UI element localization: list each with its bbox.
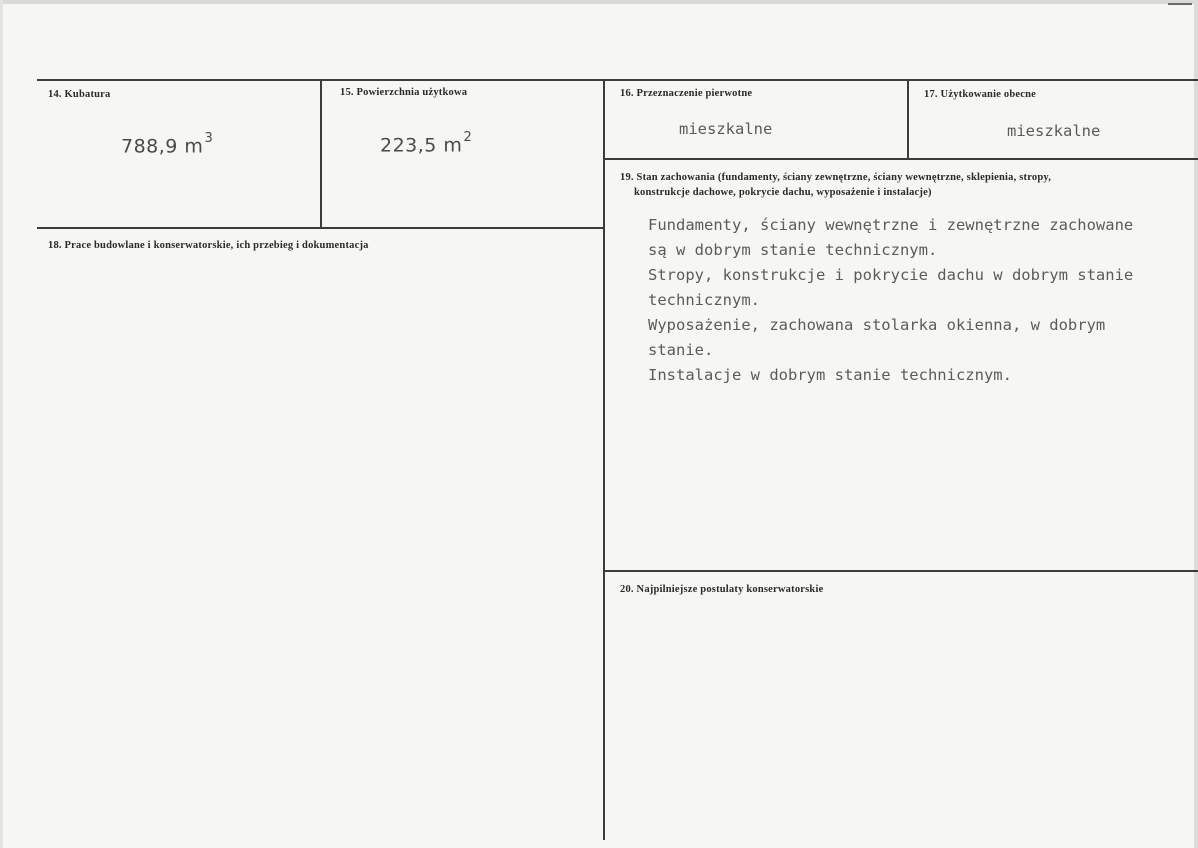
grid-divider-left-right (603, 79, 605, 840)
field-16-label: 16. Przeznaczenie pierwotne (620, 88, 753, 99)
field-19-line: Wyposażenie, zachowana stolarka okienna, w dobrym (648, 316, 1106, 334)
field-17-label: 17. Użytkowanie obecne (924, 89, 1037, 100)
field-18-label: 18. Prace budowlane i konserwatorskie, ich przebieg i dokumentacja (48, 240, 369, 251)
field-19-text (648, 213, 1133, 388)
card-right-edge (1194, 0, 1198, 848)
field-14-label: 14. Kubatura (48, 89, 111, 100)
field-19-line: Instalacje w dobrym stanie technicznym. (648, 366, 1012, 384)
field-15-label: 15. Powierzchnia użytkowa (340, 87, 468, 98)
field-19-label-line-2: konstrukcje dachowe, pokrycie dachu, wyposażenie i instalacje) (634, 187, 932, 198)
field-15-value-text: 223,5 m (380, 134, 463, 157)
field-19-line: technicznym. (648, 291, 760, 309)
field-14-unit-exponent: 3 (204, 131, 214, 146)
field-19-line: stanie. (648, 341, 714, 359)
field-14-value (121, 131, 214, 158)
corner-mark (1168, 3, 1192, 5)
grid-divider-16-17 (907, 79, 909, 160)
field-15-unit-exponent: 2 (463, 130, 473, 145)
field-16-value: mieszkalne (679, 120, 773, 138)
field-19-line: są w dobrym stanie technicznym. (648, 241, 938, 259)
field-19-line: Fundamenty, ściany wewnętrzne i zewnętrzne zachowane (648, 216, 1134, 234)
field-19-label-line-1: 19. Stan zachowania (fundamenty, ściany zewnętrzne, ściany wewnętrzne, sklepienia, stropy, (620, 172, 1052, 183)
grid-line-16-17-bottom (605, 158, 1198, 160)
field-20-label: 20. Najpilniejsze postulaty konserwatorskie (620, 584, 824, 595)
card-top-edge (0, 0, 1198, 4)
field-14-value-text: 788,9 m (121, 135, 204, 158)
card-left-edge (0, 0, 3, 848)
field-17-value: mieszkalne (1007, 122, 1101, 140)
grid-line-19-bottom (603, 570, 1198, 572)
field-19-line: Stropy, konstrukcje i pokrycie dachu w dobrym stanie (648, 266, 1134, 284)
field-15-value (380, 130, 473, 157)
grid-top-line (37, 79, 1198, 81)
grid-divider-14-15 (320, 79, 322, 229)
